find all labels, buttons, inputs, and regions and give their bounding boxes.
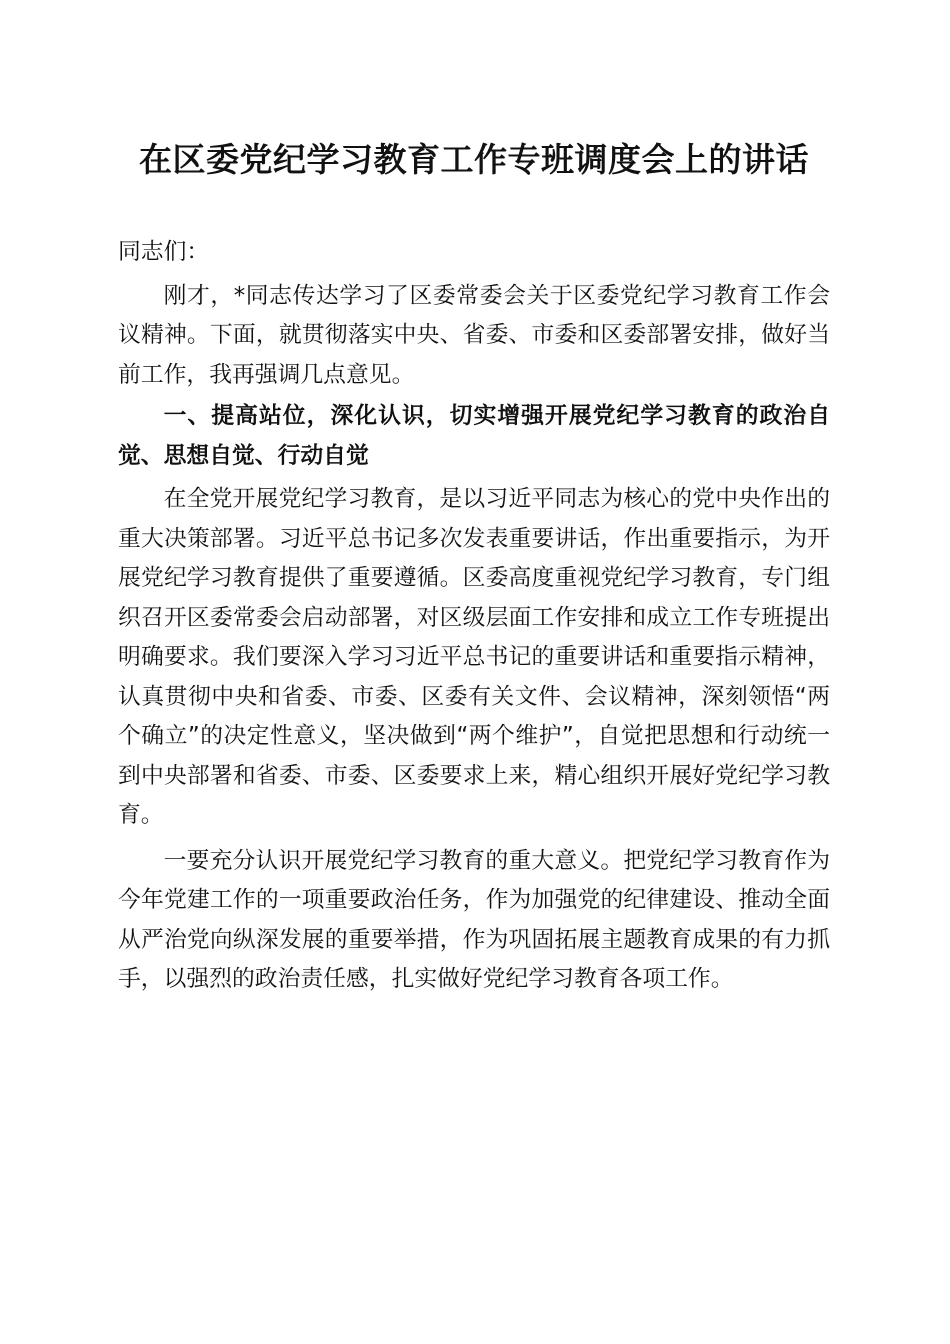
section-1-heading: 一、提高站位，深化认识，切实增强开展党纪学习教育的政治自觉、思想自觉、行动自觉 — [118, 403, 830, 469]
opening-paragraph: 刚才，*同志传达学习了区委常委会关于区委党纪学习教育工作会议精神。下面，就贯彻落实中央、省委、市委和区委部署安排，做好当前工作，我再强调几点意见。 — [118, 282, 830, 388]
document-title: 在区委党纪学习教育工作专班调度会上的讲话 — [139, 140, 809, 179]
salutation: 同志们： — [118, 239, 210, 265]
section-1-paragraph-1: 在全党开展党纪学习教育，是以习近平同志为核心的党中央作出的重大决策部署。习近平总书记多次发表重要讲话，作出重要指示，为开展党纪学习教育提供了重要遵循。区委高度重视党纪学习教育，专门组织召开区委常委会启动部署，对区级层面工作安排和成立工作专班提出明确要求。我们要深入学习习近平总书记的重要讲话和重要指示精神，认真贯彻中央和省委、市委、区委有关文件、会议精神，深刻领悟“两个确立”的决定性意义，坚决做到“两个维护”，自觉把思想和行动统一到中央部署和省委、市委、区委要求上来，精心组织开展好党纪学习教育。 — [118, 486, 830, 828]
section-1-paragraph-2: 一要充分认识开展党纪学习教育的重大意义。把党纪学习教育作为今年党建工作的一项重要政治任务，作为加强党的纪律建设、推动全面从严治党向纵深发展的重要举措，作为巩固拓展主题教育成果的有力抓手，以强烈的政治责任感，扎实做好党纪学习教育各项工作。 — [118, 847, 830, 992]
document-body — [118, 233, 830, 1000]
